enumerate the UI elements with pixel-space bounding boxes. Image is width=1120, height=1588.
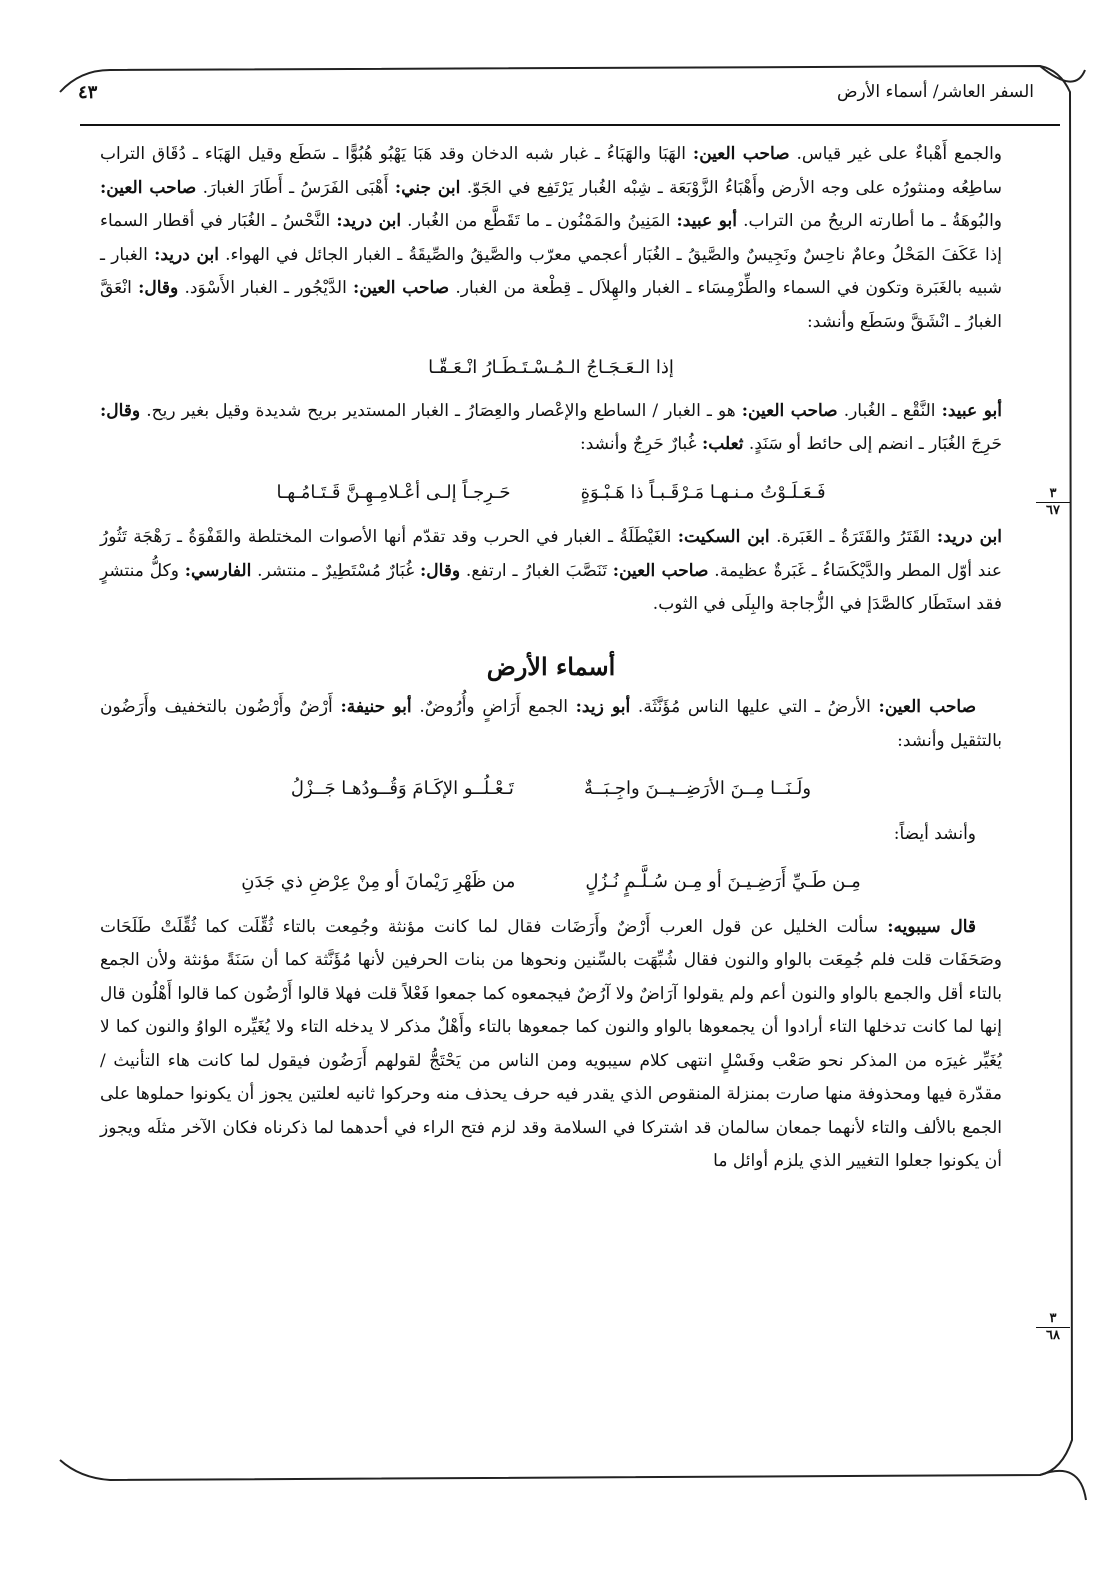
paragraph: والجمع أَهْباءٌ على غير قياس. صاحب العين: الهَبَا والهَبَاءُ ـ غبار شبه الدخان وقد هَبَا يَهْبُو هُبُوًّا ـ سَطَع وقيل الهَبَاء ـ دُقَاق التراب ساطِعُه ومنثورُه على وجه الأرض وأَهْبَاءُ الزَّوْبَعَة ـ شِبْه الغُبار يَرْتَفِع في الجَوّ. ابن جني: أَهْبَى الفَرَسُ ـ أَطَارَ الغبارَ. صاحب العين: والبُوهَةُ ـ ما أطارته الريحُ من التراب. أبو عبيد: المَنِينُ والمَمْنُون ـ ما تَقَطَّع من الغُبار. ابن دريد: النَّحْسُ ـ الغُبَار في أقطار السماء إذا عَكَفَ المَحْلُ وعامٌ ناحِسٌ ونَجِيسٌ والصَّيقُ ـ الغُبَار أعجمي معرّب والصَّيقُ والصِّيقَةُ ـ الغبار الجائل في الهواء. ابن دريد: الغبار ـ شبيه بالغَبَرة وتكون في السماء والطِّرْمِسَاء ـ الغبار والهِلاَل ـ قِطْعة من الغبار. صاحب العين: الدَّيْجُور ـ الغبار الأَسْوَد. وقال: انْعَقَّ الغبارُ ـ انْشَقَّ وسَطَع وأنشد:	[100, 144, 1003, 332]
hemistich-right: فَـعَـلَـوْتُ مـنـهـا مَـرْقَـبـاً ذا هَـبْـوَةٍ	[580, 481, 826, 503]
paragraph: صاحب العين: الأرضُ ـ التي عليها الناس مُؤَنَّثَة. أبو زيد: الجمع أَرَاضٍ وأُرُوضٌ. أبو حنيفة: أَرْضٌ وأَرْضُون بالتخفيف وأَرَضُون بالتثقيل وأنشد:	[100, 697, 1002, 751]
hemistich-right: مِـن طَـيِّ أَرَضِـيـنَ أو مِـن سُـلَّـمٍ نُـزُلٍ	[585, 871, 861, 892]
page-header	[78, 74, 1034, 110]
poetry-couplet	[100, 865, 1002, 899]
header-rule	[80, 124, 1060, 126]
hemistich-left: من ظَهْرِ رَيْمانَ أو مِنْ عِرْضِ ذي جَدَنِ	[241, 871, 516, 892]
margin-note: ٣ ٦٨	[1036, 1312, 1070, 1343]
hemistich-right: ولَـنَــا مِــنَ الأرَضِــيــنَ واجِـبَــةٌ	[583, 778, 812, 799]
page-number: ٤٣	[78, 81, 98, 103]
section-heading: أسماء الأرض	[486, 651, 616, 681]
poetry-couplet	[100, 772, 1002, 806]
margin-note: ٣ ٦٧	[1036, 487, 1070, 518]
paragraph: أبو عبيد: النَّقْع ـ الغُبار. صاحب العين: هو ـ الغبار / الساطع والإعْصار والعِصَارُ ـ الغبار المستدير بريح شديدة وقيل بغير ريح. وقال: حَرِجَ الغُبَار ـ انضم إلى حائط أو سَنَدٍ. ثعلب: غُبارٌ حَرِجٌ وأنشد:	[100, 400, 1002, 454]
poetry-couplet	[100, 476, 1002, 510]
running-title: السفر العاشر/ أسماء الأرض	[836, 82, 1034, 102]
hemistich-left: حَـرِجـاً إلـى أعْـلامِـهِـنَّ قَـتَـامُـهـا	[276, 481, 511, 503]
paragraph: قال سيبويه: سألت الخليل عن قول العرب أَرْضٌ وأَرَضَات فقال لما كانت مؤنثة وجُمِعت بالتاء ثُقِّلَت كما ثُقِّلَتْ طَلَحَات وصَحَفَات قلت فلم جُمِعَت بالواو والنون فقال شُبِّهَت بالسِّنين ونحوها من بنات الحرفين لأنها مُؤَنَّثة كما أن سَنَةً مؤنثة ولأن الجمع بالتاء أقل والجمع بالواو والنون أعم ولم يقولوا آرَاضٌ ولا آرُضٌ فيجمعوه كما جمعوا فَعْلاً قلت فهلا قالوا أَرْضُون كما قالوا أَهْلُون قال إنها لما كانت تدخلها التاء أرادوا أن يجمعوها بالواو والنون كما جمعوها بالتاء وأَهْلٌ مذكر لا يدخله التاء ولا يُغَيِّره الواوُ والنون كما لا يُغَيِّر غيرَه من المذكر نحو صَعْب وفَسْلٍ انتهى كلام سيبويه ومن الناس من يَحْتَجُّ لقولهم أَرَضُون فيقول لما كانت هاء التأنيث / مقدّرة فيها ومحذوفة منها صارت بمنزلة المنقوص الذي يقدر فيه حرف يحذف منه وحركوا ثانيه لعلتين يجوز أن يكونوا حملوها على الجمع بالألف والتاء لأنهما جمعان سالمان قد اشتركا في السلامة وقد لزم فتح الراء في أحدهما لما ذكرناه فكان الآخر مثلَه ويجوز أن يكونوا جعلوا التغيير الذي يلزم أوائل ما	[100, 916, 1002, 1171]
page-body	[100, 138, 1002, 1498]
paragraph: وأنشد أيضاً:	[893, 823, 976, 844]
paragraph: ابن دريد: القَتَرُ والقَتَرَةُ ـ الغَبَرة. ابن السكيت: الغَيْطَلَةُ ـ الغبار في الحرب وقد تقدّم أنها الأصوات المختلطة والقَفْوَةُ ـ رَهْجَة تَثُورُ عند أوّل المطر والدَّيْكَسَاءُ ـ غَبَرةٌ عظيمة. صاحب العين: تَنَصَّبَ الغبارُ ـ ارتفع. وقال: غُبَارٌ مُسْتَطِيرٌ ـ منتشر. الفارسي: وكلُّ منتشرٍ فقد استَطَار كالصَّدَإ في الزُّجاجة والبِلَى في الثوب.	[100, 527, 1002, 614]
verse-line: إذا الـعَـجَـاجُ الـمُـسْـتَـطَـارُ انْـعَـقّـا	[428, 357, 674, 378]
hemistich-left: تَـعْـلُــو الإكَـامَ وَقُــودُهـا جَــزْلُ	[290, 778, 514, 799]
